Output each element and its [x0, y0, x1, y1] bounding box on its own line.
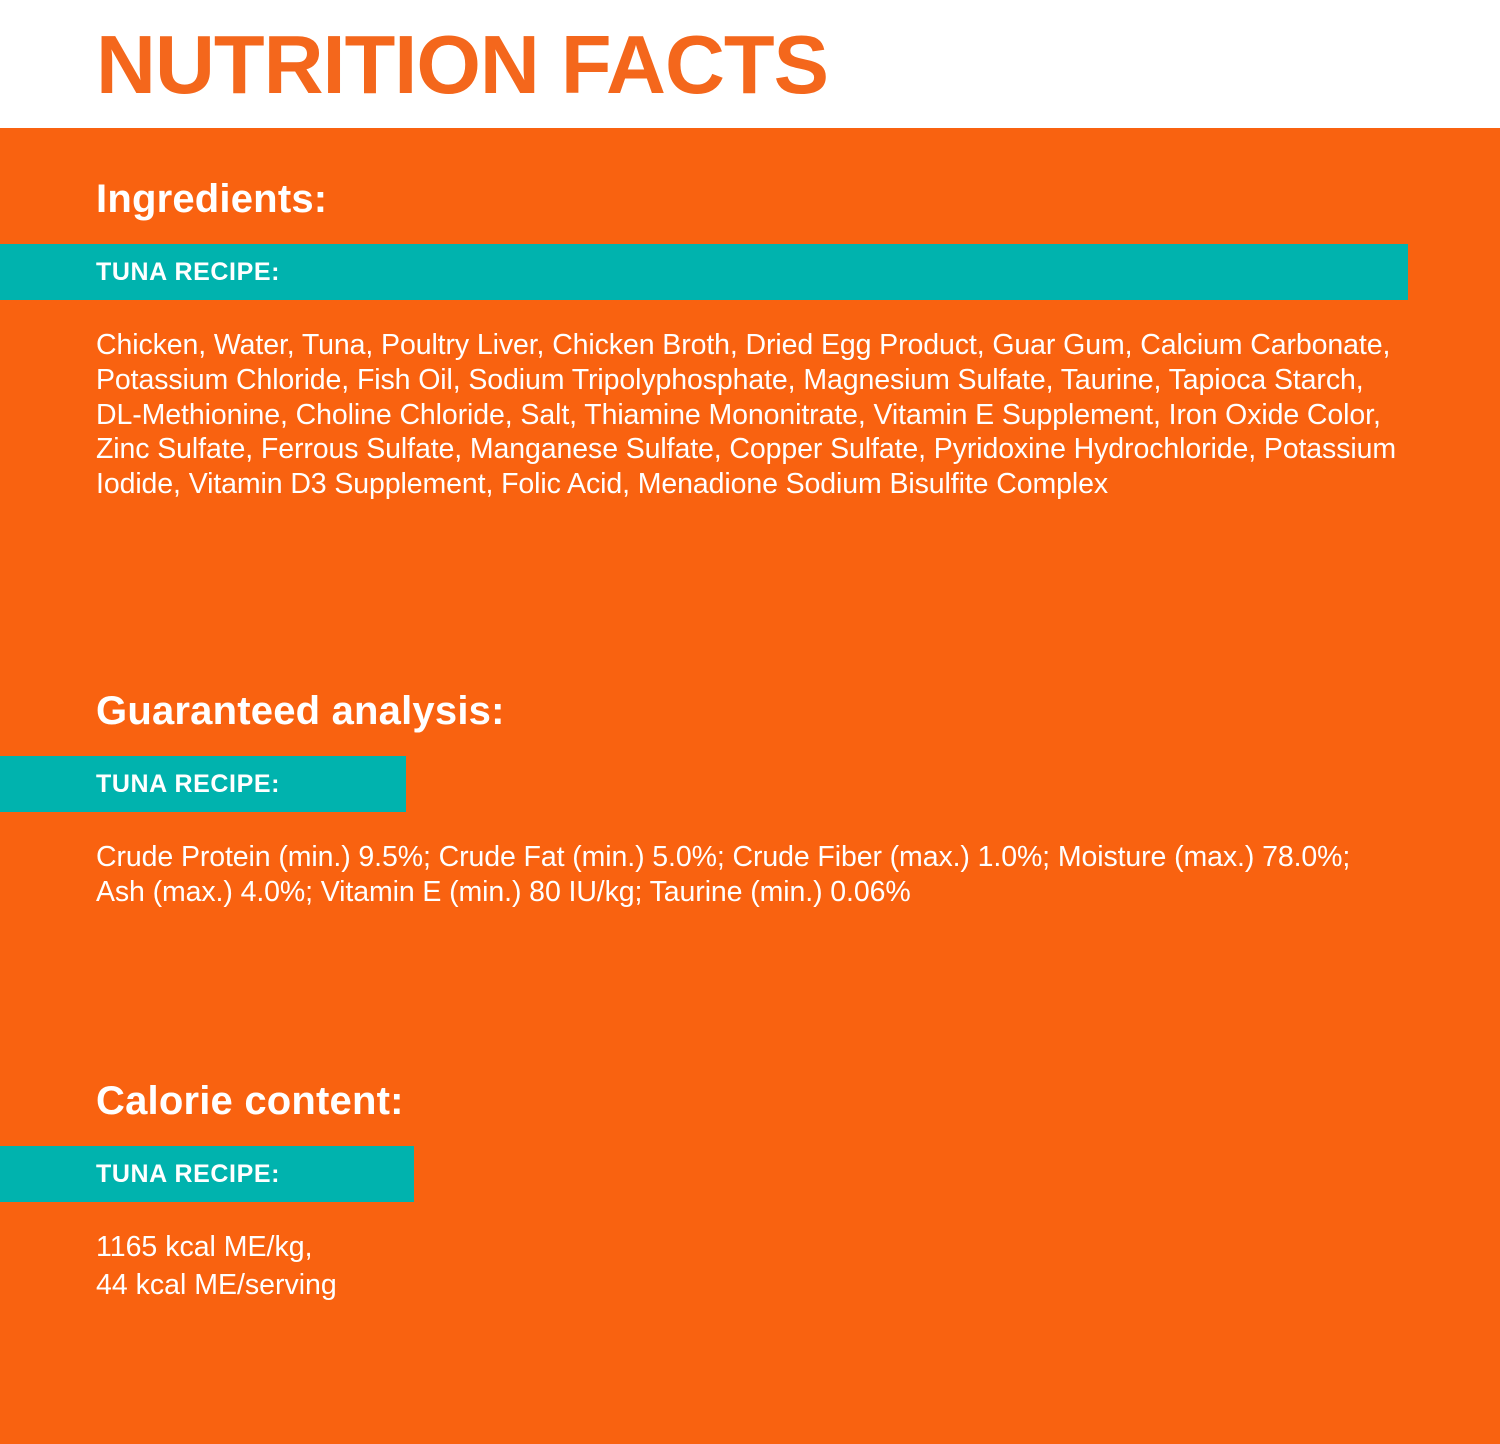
section-guaranteed-analysis [0, 688, 1500, 910]
guaranteed-analysis-heading: Guaranteed analysis: [96, 689, 505, 733]
guaranteed-analysis-text: Crude Protein (min.) 9.5%; Crude Fat (min.) 5.0%; Crude Fiber (max.) 1.0%; Moisture (max.) 78.0%; Ash (max.) 4.0%; Vitamin E (min.) 80 IU/kg; Taurine (min.) 0.06% [96, 841, 1351, 908]
ingredients-recipe-label: TUNA RECIPE: [96, 257, 281, 286]
page-title: NUTRITION FACTS [96, 17, 828, 111]
ingredients-heading: Ingredients: [96, 177, 328, 221]
calorie-content-heading: Calorie content: [96, 1079, 404, 1123]
calorie-kcal-per-kg: 1165 kcal ME/kg, [96, 1231, 313, 1263]
ingredients-text: Chicken, Water, Tuna, Poultry Liver, Chicken Broth, Dried Egg Product, Guar Gum, Calcium Carbonate, Potassium Chloride, Fish Oil, Sodium Tripolyphosphate, Magnesium Sulfate, Taurine, Tapioca Starch, DL-Methionine, Choline Chloride, Salt, Thiamine Mononitrate, Vitamin E Supplement, Iron Oxide Color, Zinc Sulfate, Ferrous Sulfate, Manganese Sulfate, Copper Sulfate, Pyridoxine Hydrochloride, Potassium Iodide, Vitamin D3 Supplement, Folic Acid, Menadione Sodium Bisulfite Complex [96, 329, 1396, 501]
ingredients-recipe-bar [0, 244, 1408, 300]
orange-content-panel [0, 128, 1500, 1444]
page-header [0, 0, 1500, 128]
calorie-content-recipe-label: TUNA RECIPE: [96, 1159, 281, 1188]
section-ingredients [0, 176, 1500, 502]
calorie-content-recipe-bar [0, 1146, 414, 1202]
calorie-kcal-per-serving: 44 kcal ME/serving [96, 1269, 337, 1302]
section-calorie-content [0, 1078, 1500, 1304]
guaranteed-analysis-recipe-label: TUNA RECIPE: [96, 769, 281, 798]
guaranteed-analysis-recipe-bar [0, 756, 406, 812]
calorie-content-text [96, 1228, 1404, 1304]
